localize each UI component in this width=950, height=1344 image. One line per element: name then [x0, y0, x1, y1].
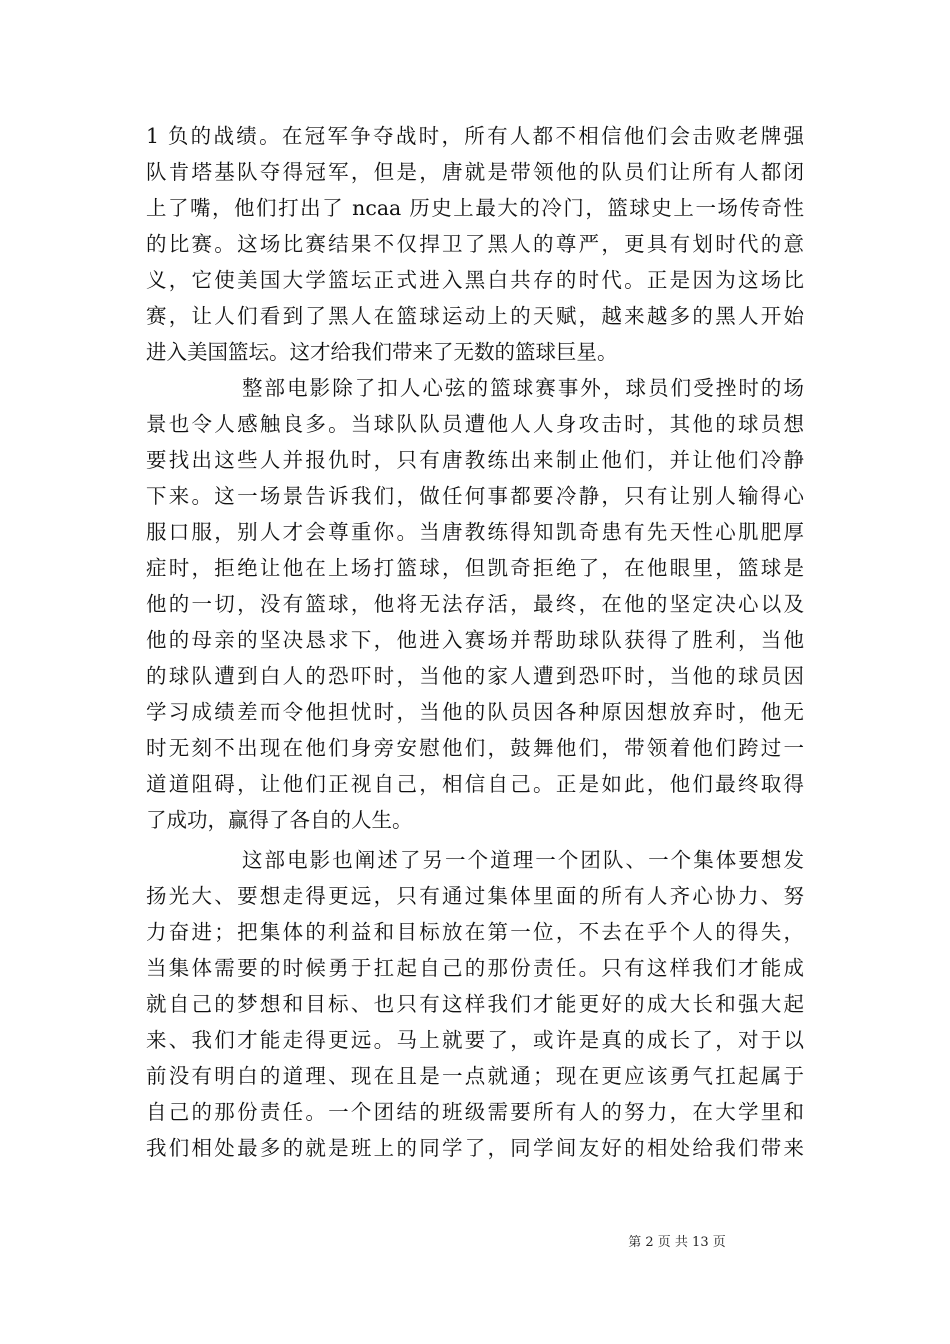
text-line: 症时，拒绝让他在上场打篮球，但凯奇拒绝了，在他眼里，篮球是 [146, 556, 804, 580]
text-line: 的比赛。这场比赛结果不仅捍卫了黑人的尊严，更具有划时代的意 [146, 232, 804, 256]
text-line: 景也令人感触良多。当球队队员遭他人人身攻击时，其他的球员想 [146, 412, 804, 436]
text-line: 整部电影除了扣人心弦的篮球赛事外，球员们受挫时的场 [242, 376, 804, 400]
page-footer [0, 1231, 950, 1250]
text-line: 上了嘴，他们打出了 ncaa 历史上最大的冷门，篮球史上一场传奇性 [146, 196, 804, 220]
text-line: 服口服，别人才会尊重你。当唐教练得知凯奇患有先天性心肌肥厚 [146, 520, 804, 544]
text-line: 的球队遭到白人的恐吓时，当他的家人遭到恐吓时，当他的球员因 [146, 664, 804, 688]
text-line: 学习成绩差而令他担忧时，当他的队员因各种原因想放弃时，他无 [146, 700, 804, 724]
text-line: 时无刻不出现在他们身旁安慰他们，鼓舞他们，带领着他们跨过一 [146, 736, 804, 760]
paragraph-1 [146, 118, 804, 370]
text-line: 自己的那份责任。一个团结的班级需要所有人的努力，在大学里和 [146, 1100, 804, 1124]
text-line: 下来。这一场景告诉我们，做任何事都要冷静，只有让别人输得心 [146, 484, 804, 508]
text-line: 这部电影也阐述了另一个道理一个团队、一个集体要想发 [242, 848, 804, 872]
text-line: 前没有明白的道理、现在且是一点就通；现在更应该勇气扛起属于 [146, 1064, 804, 1088]
text-line: 赛，让人们看到了黑人在篮球运动上的天赋，越来越多的黑人开始 [146, 304, 804, 328]
text-line: 道道阻碍，让他们正视自己，相信自己。正是如此，他们最终取得 [146, 772, 804, 796]
text-line: 他的母亲的坚决恳求下，他进入赛场并帮助球队获得了胜利，当他 [146, 628, 804, 652]
text-line: 扬光大、要想走得更远，只有通过集体里面的所有人齐心协力、努 [146, 884, 804, 908]
text-line: 队肯塔基队夺得冠军，但是，唐就是带领他的队员们让所有人都闭 [146, 160, 804, 184]
text-line: 1 负的战绩。在冠军争夺战时，所有人都不相信他们会击败老牌强 [146, 124, 804, 148]
text-line: 就自己的梦想和目标、也只有这样我们才能更好的成大长和强大起 [146, 992, 804, 1016]
text-line: 要找出这些人并报仇时，只有唐教练出来制止他们，并让他们冷静 [146, 448, 804, 472]
text-line: 他的一切，没有篮球，他将无法存活，最终，在他的坚定决心以及 [146, 592, 804, 616]
text-line: 我们相处最多的就是班上的同学了，同学间友好的相处给我们带来 [146, 1136, 804, 1160]
text-line: 力奋进；把集体的利益和目标放在第一位，不去在乎个人的得失， [146, 920, 804, 944]
page-number: 第 2 页 共 13 页 [628, 1235, 726, 1250]
text-line: 进入美国篮坛。这才给我们带来了无数的篮球巨星。 [146, 340, 618, 364]
text-line: 来、我们才能走得更远。马上就要了，或许是真的成长了，对于以 [146, 1028, 804, 1052]
text-line: 当集体需要的时候勇于扛起自己的那份责任。只有这样我们才能成 [146, 956, 804, 980]
text-line: 了成功，赢得了各自的人生。 [146, 808, 413, 832]
text-line: 义，它使美国大学篮坛正式进入黑白共存的时代。正是因为这场比 [146, 268, 804, 292]
paragraph-3 [146, 842, 804, 1166]
paragraph-2 [146, 370, 804, 838]
body-text [146, 118, 804, 1166]
